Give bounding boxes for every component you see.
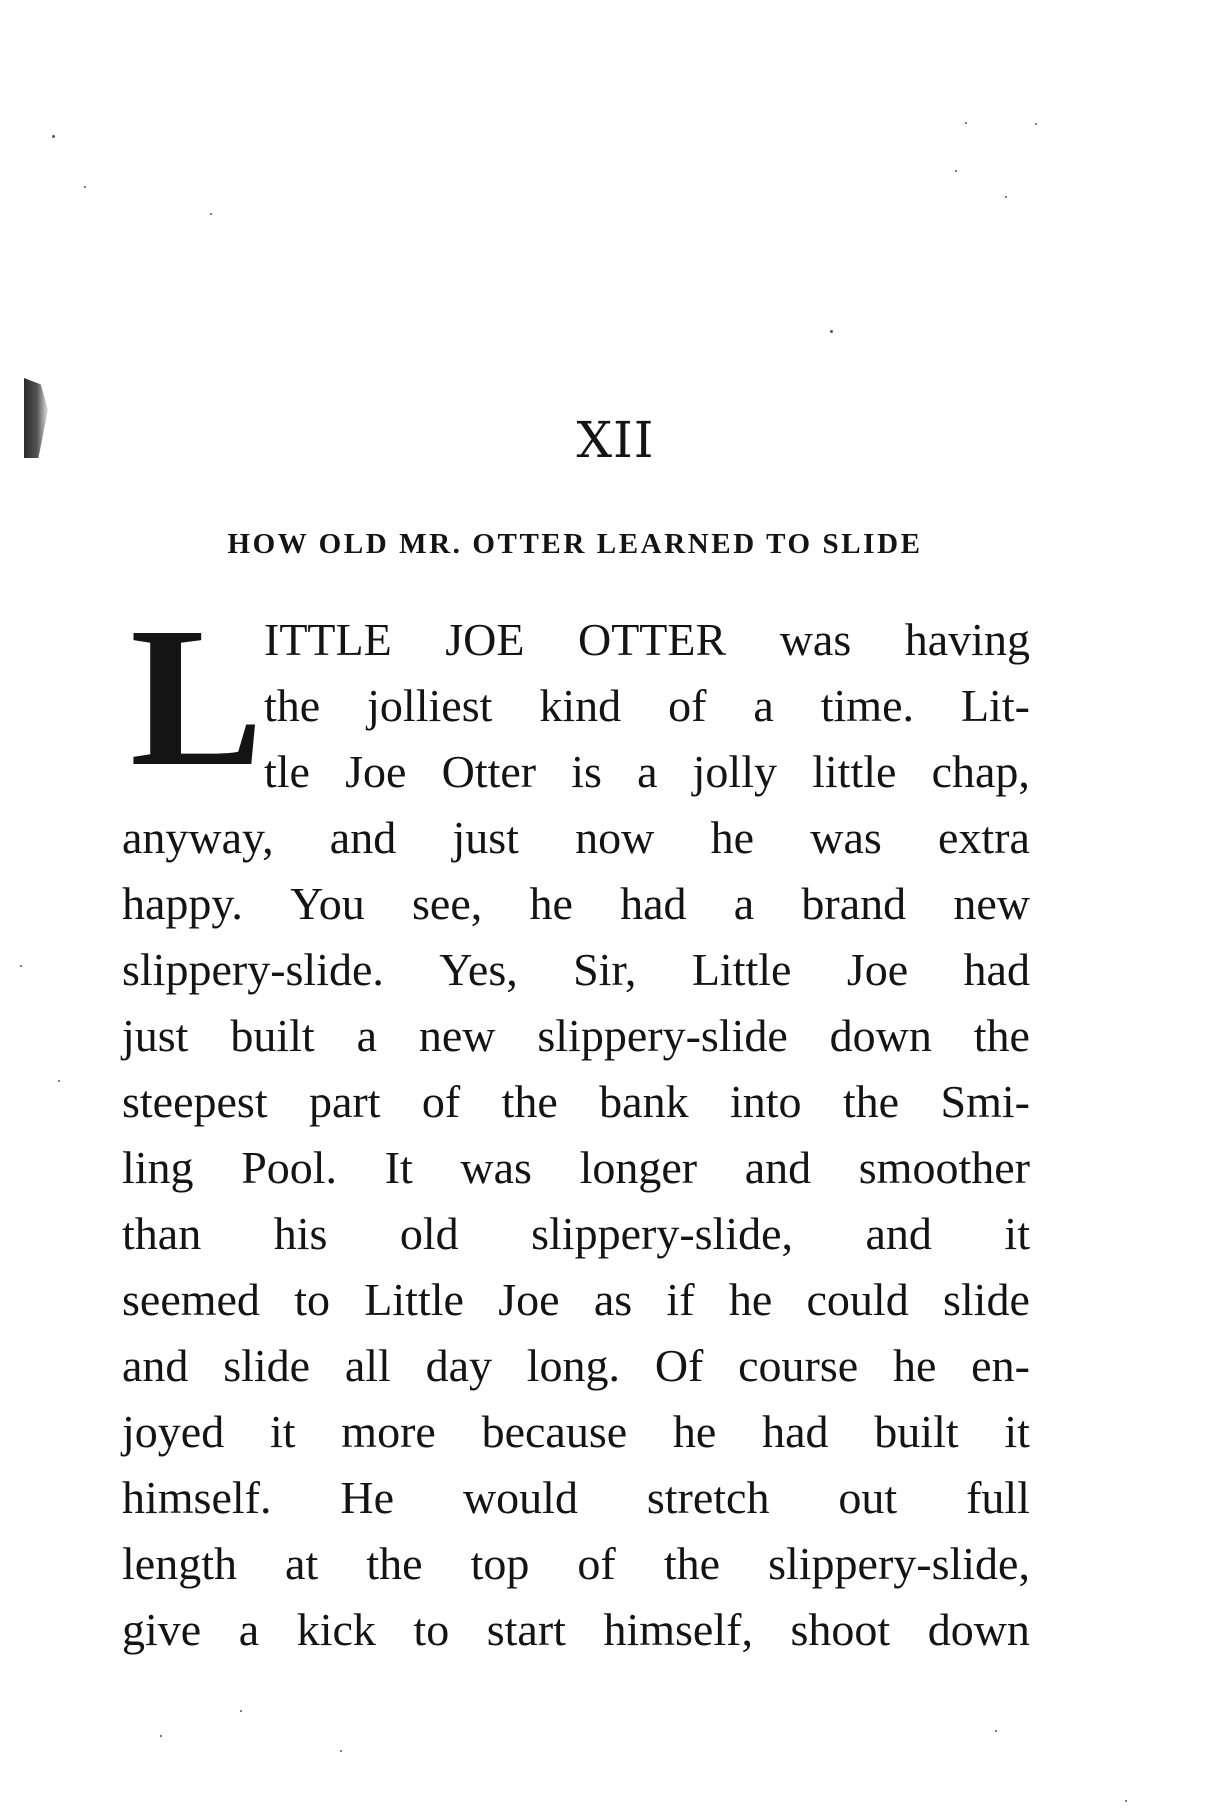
word: course: [738, 1340, 859, 1391]
word: of: [577, 1538, 616, 1589]
word: himself,: [603, 1604, 753, 1655]
word: Of: [654, 1340, 704, 1391]
word: ling: [122, 1142, 194, 1193]
print-speck: [1005, 196, 1007, 198]
word: tle: [264, 746, 310, 797]
word: his: [273, 1208, 328, 1259]
print-speck: [1125, 1800, 1127, 1802]
word: Lit-: [960, 680, 1030, 731]
text-line: [122, 1531, 1030, 1597]
word: was: [460, 1142, 532, 1193]
word: the: [501, 1076, 558, 1127]
word: he: [529, 878, 573, 929]
word: all: [344, 1340, 391, 1391]
word: new: [953, 878, 1030, 929]
word: out: [838, 1472, 898, 1523]
print-speck: [955, 170, 957, 172]
word: and: [329, 812, 397, 863]
word: give: [122, 1604, 202, 1655]
text-line: [122, 1069, 1030, 1135]
word: at: [285, 1538, 319, 1589]
word: bank: [599, 1076, 689, 1127]
print-speck: [84, 186, 86, 188]
word: it: [269, 1406, 296, 1457]
word: It: [384, 1142, 413, 1193]
word: he: [710, 812, 754, 863]
word: of: [668, 680, 707, 731]
text-line: [122, 1003, 1030, 1069]
text-line: [122, 937, 1030, 1003]
word: the: [366, 1538, 423, 1589]
word: a: [637, 746, 658, 797]
text-line: [122, 1333, 1030, 1399]
word: had: [762, 1406, 829, 1457]
print-speck: [20, 965, 22, 967]
text-line: [122, 1465, 1030, 1531]
word: start: [486, 1604, 566, 1655]
word: Little: [691, 944, 792, 995]
print-speck: [995, 1730, 997, 1732]
word: would: [462, 1472, 578, 1523]
word: He: [340, 1472, 395, 1523]
word: a: [733, 878, 755, 929]
text-line: [122, 871, 1030, 937]
word: he: [728, 1274, 773, 1325]
word: it: [1004, 1406, 1030, 1457]
word: down: [927, 1604, 1030, 1655]
word: himself.: [122, 1472, 272, 1523]
word: shoot: [790, 1604, 891, 1655]
word: and: [865, 1208, 932, 1259]
print-speck: [340, 1750, 342, 1752]
word: the: [842, 1076, 900, 1127]
word: had: [963, 944, 1030, 995]
word: Little: [364, 1274, 464, 1325]
word: part: [309, 1076, 381, 1127]
word: stretch: [646, 1472, 770, 1523]
word: a: [356, 1010, 377, 1061]
word: extra: [937, 812, 1030, 863]
word: Sir,: [573, 944, 637, 995]
word: little: [812, 746, 897, 797]
word: seemed: [122, 1274, 260, 1325]
word: slippery-slide,: [531, 1208, 794, 1259]
word: to: [294, 1274, 330, 1325]
word: happy.: [122, 878, 243, 929]
word: day: [425, 1340, 493, 1391]
print-speck: [160, 1735, 162, 1737]
word: longer: [579, 1142, 698, 1193]
word: full: [966, 1472, 1030, 1523]
word: ITTLE: [264, 614, 392, 665]
word: is: [571, 746, 602, 797]
word: jolly: [692, 746, 777, 797]
word: long.: [526, 1340, 621, 1391]
word: slippery-slide,: [768, 1538, 1030, 1589]
word: into: [729, 1076, 802, 1127]
word: if: [666, 1274, 695, 1325]
print-speck: [210, 213, 212, 215]
word: he: [892, 1340, 937, 1391]
print-speck: [965, 122, 967, 124]
word: Otter: [441, 746, 537, 797]
word: Joe: [498, 1274, 560, 1325]
word: the: [973, 1010, 1030, 1061]
drop-cap: L: [130, 587, 264, 808]
word: You: [290, 878, 365, 929]
text-line: [122, 1399, 1030, 1465]
word: was: [779, 614, 852, 665]
word: slide: [943, 1274, 1030, 1325]
word: and: [744, 1142, 812, 1193]
word: as: [593, 1274, 633, 1325]
word: a: [753, 680, 774, 731]
text-line: [122, 1201, 1030, 1267]
word: than: [122, 1208, 202, 1259]
text-line: [122, 805, 1030, 871]
word: Smi-: [940, 1076, 1030, 1127]
word: en-: [971, 1340, 1030, 1391]
word: just: [122, 1010, 189, 1061]
word: slippery-slide.: [122, 944, 384, 995]
text-line: [264, 673, 1030, 739]
print-speck: [830, 330, 833, 333]
print-speck: [240, 1710, 242, 1712]
word: Joe: [345, 746, 407, 797]
text-line: [122, 1267, 1030, 1333]
word: to: [413, 1604, 450, 1655]
text-line: [264, 607, 1030, 673]
chapter-number: XII: [576, 411, 655, 469]
word: see,: [412, 878, 483, 929]
word: more: [341, 1406, 436, 1457]
word: kick: [296, 1604, 376, 1655]
text-line: [264, 739, 1030, 805]
word: Yes,: [439, 944, 518, 995]
chapter-title: HOW OLD MR. OTTER LEARNED TO SLIDE: [227, 528, 923, 560]
word: of: [421, 1076, 461, 1127]
print-speck: [58, 1080, 60, 1082]
word: because: [481, 1406, 628, 1457]
word: top: [470, 1538, 530, 1589]
word: it: [1004, 1208, 1030, 1259]
word: slide: [223, 1340, 311, 1391]
word: he: [672, 1406, 717, 1457]
word: slippery-slide: [537, 1010, 788, 1061]
word: the: [264, 680, 321, 731]
word: joyed: [122, 1406, 225, 1457]
text-line: [122, 1597, 1030, 1663]
word: was: [810, 812, 882, 863]
word: time.: [820, 680, 914, 731]
word: built: [874, 1406, 959, 1457]
word: and: [122, 1340, 189, 1391]
word: steepest: [122, 1076, 268, 1127]
word: new: [418, 1010, 496, 1061]
word: just: [452, 812, 519, 863]
word: kind: [539, 680, 622, 731]
word: Pool.: [241, 1142, 338, 1193]
word: could: [806, 1274, 909, 1325]
word: JOE: [445, 614, 525, 665]
word: built: [230, 1010, 315, 1061]
word: now: [575, 812, 655, 863]
word: OTTER: [577, 614, 727, 665]
word: had: [620, 878, 687, 929]
text-line: [122, 1135, 1030, 1201]
print-speck: [1035, 123, 1037, 125]
word: old: [399, 1208, 459, 1259]
word: smoother: [858, 1142, 1030, 1193]
word: a: [238, 1604, 260, 1655]
word: anyway,: [122, 812, 274, 863]
print-speck: [52, 135, 55, 138]
word: jolliest: [367, 680, 493, 731]
word: down: [829, 1010, 932, 1061]
word: length: [122, 1538, 237, 1589]
word: the: [663, 1538, 721, 1589]
word: having: [904, 614, 1030, 665]
word: brand: [801, 878, 907, 929]
word: chap,: [931, 746, 1030, 797]
body-text: [122, 607, 1030, 1663]
word: Joe: [846, 944, 909, 995]
